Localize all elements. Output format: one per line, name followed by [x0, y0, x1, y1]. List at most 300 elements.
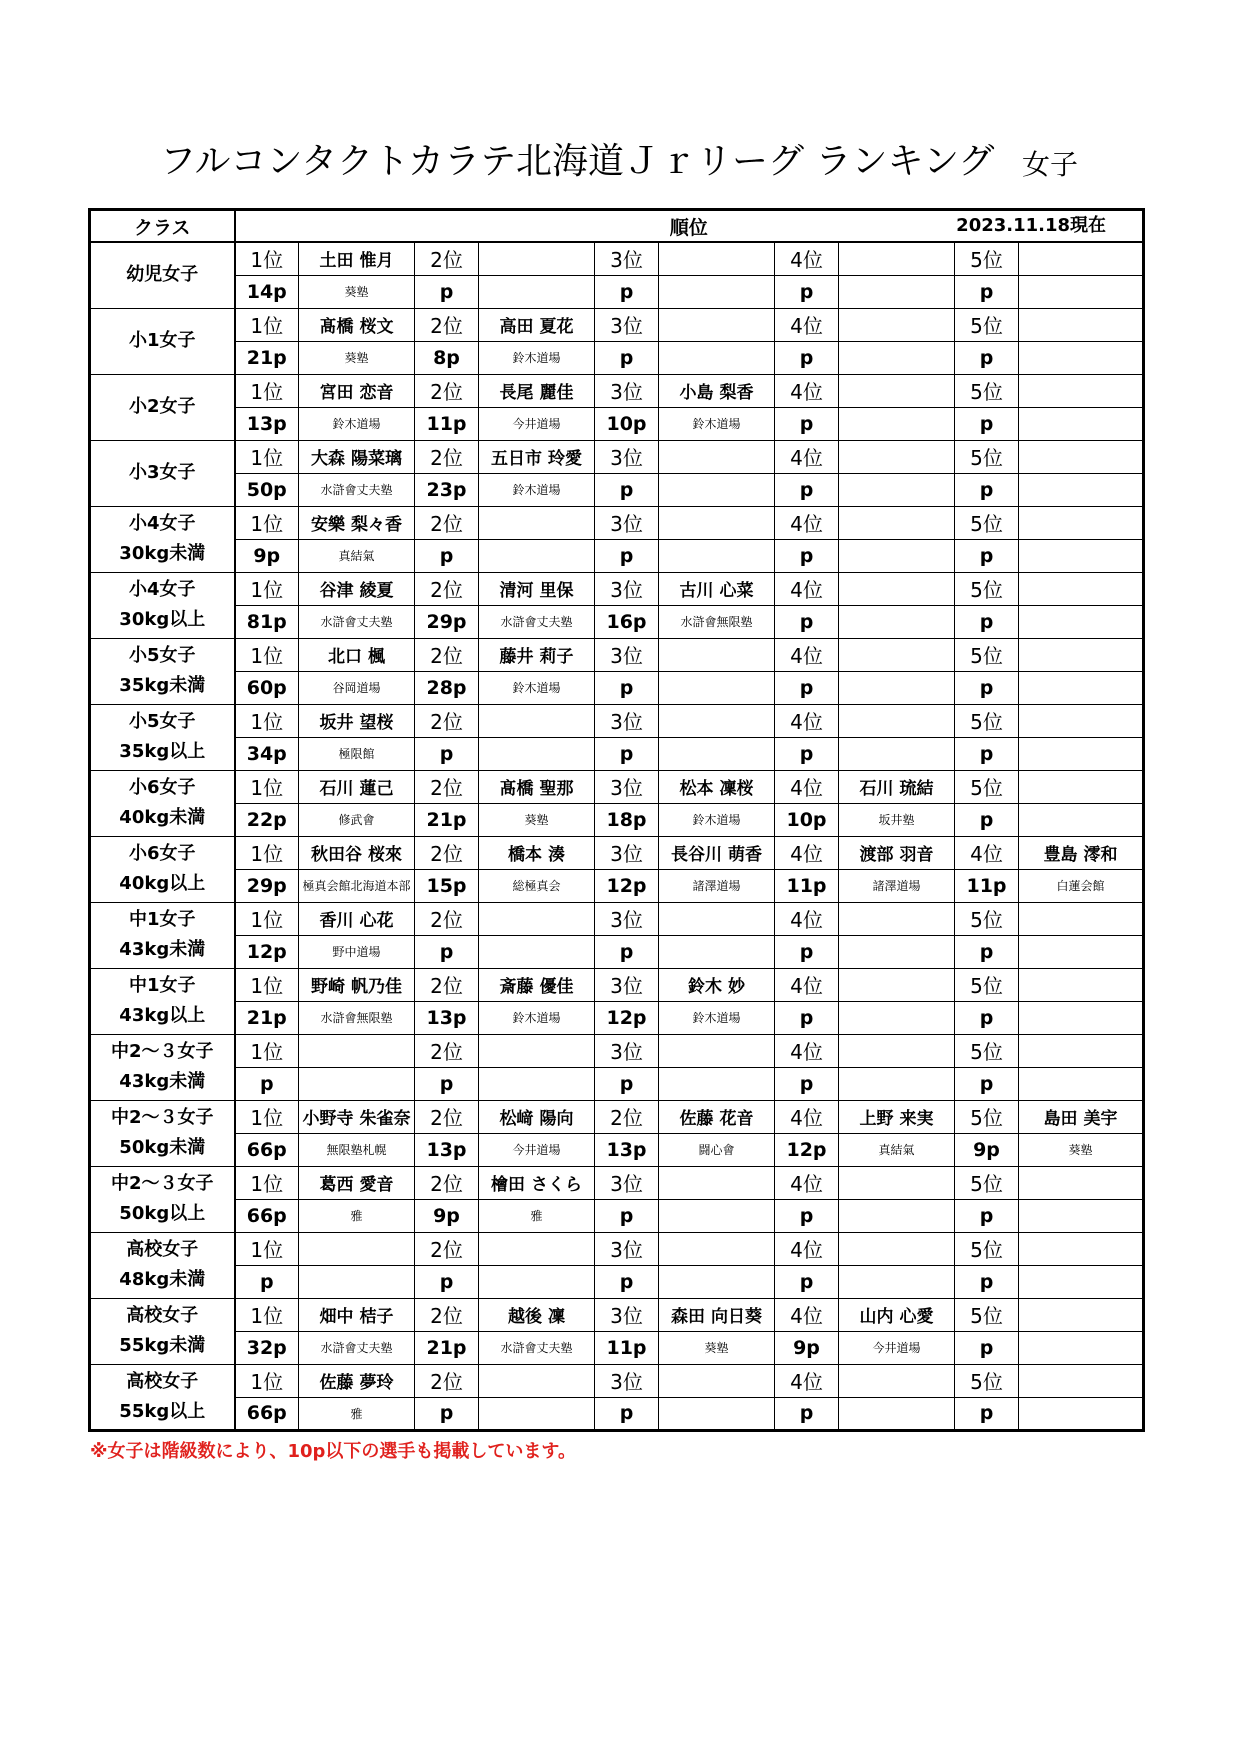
points-cell: 11p: [955, 869, 1019, 902]
class-name: 小5女子: [128, 645, 196, 666]
athlete-name: [479, 1034, 595, 1067]
athlete-name: [839, 704, 955, 737]
points-cell: 66p: [235, 1397, 299, 1430]
dojo-name: [299, 1265, 415, 1298]
dojo-name: 真結氣: [299, 539, 415, 572]
athlete-name: [839, 308, 955, 341]
points-cell: p: [955, 605, 1019, 638]
dojo-name: 諸澤道場: [659, 869, 775, 902]
table-row: [90, 407, 1144, 440]
dojo-name: [839, 407, 955, 440]
points-cell: 81p: [235, 605, 299, 638]
athlete-name: 松﨑 陽向: [479, 1100, 595, 1133]
dojo-name: 水滸會無限塾: [659, 605, 775, 638]
athlete-name: 秋田谷 桜來: [299, 836, 415, 869]
rank-cell: 2位: [415, 1100, 479, 1133]
dojo-name: 修武會: [299, 803, 415, 836]
dojo-name: 今井道場: [839, 1331, 955, 1364]
class-name: 小5女子: [128, 711, 196, 732]
rank-cell: 2位: [415, 1364, 479, 1397]
athlete-name: 藤井 莉子: [479, 638, 595, 671]
rank-cell: 2位: [415, 638, 479, 671]
points-cell: 11p: [415, 407, 479, 440]
dojo-name: 雅: [299, 1199, 415, 1232]
dojo-name: 野中道場: [299, 935, 415, 968]
weight-class: 55kg以上: [119, 1400, 206, 1422]
dojo-name: [659, 341, 775, 374]
points-cell: 14p: [235, 275, 299, 308]
dojo-name: [1019, 473, 1144, 506]
rank-cell: 2位: [415, 1232, 479, 1265]
rank-cell: 4位: [775, 242, 839, 275]
page-header: [0, 137, 1241, 187]
table-row: [90, 638, 1144, 671]
athlete-name: [659, 704, 775, 737]
athlete-name: 小島 梨香: [659, 374, 775, 407]
rank-cell: 4位: [775, 506, 839, 539]
class-cell: [90, 836, 235, 902]
points-cell: p: [955, 671, 1019, 704]
weight-class: 50kg未満: [119, 1137, 206, 1158]
rank-header: [235, 210, 1144, 243]
athlete-name: 越後 凜: [479, 1298, 595, 1331]
rank-cell: 5位: [955, 638, 1019, 671]
dojo-name: 極真会館北海道本部: [299, 869, 415, 902]
footnote: ※女子は階級数により、10p以下の選手も掲載しています。: [90, 1441, 576, 1462]
athlete-name: 上野 来実: [839, 1100, 955, 1133]
dojo-name: [1019, 275, 1144, 308]
points-cell: 18p: [595, 803, 659, 836]
athlete-name: [839, 1364, 955, 1397]
athlete-name: 大森 陽菜璃: [299, 440, 415, 473]
weight-class: 35kg以上: [119, 741, 206, 762]
class-cell: [90, 1166, 235, 1232]
athlete-name: 檜田 さくら: [479, 1166, 595, 1199]
dojo-name: 鈴木道場: [479, 341, 595, 374]
table-row: [90, 1166, 1144, 1199]
athlete-name: [659, 1232, 775, 1265]
athlete-name: 小野寺 朱雀奈: [299, 1100, 415, 1133]
dojo-name: 闘心會: [659, 1133, 775, 1166]
rank-cell: 2位: [415, 242, 479, 275]
points-cell: 12p: [235, 935, 299, 968]
rank-cell: 4位: [775, 704, 839, 737]
athlete-name: [839, 968, 955, 1001]
rank-cell: 1位: [235, 638, 299, 671]
class-name: 中1女子: [128, 909, 196, 930]
points-cell: p: [415, 1265, 479, 1298]
points-cell: 15p: [415, 869, 479, 902]
rank-cell: 4位: [775, 638, 839, 671]
dojo-name: 坂井塾: [839, 803, 955, 836]
rank-cell: 3位: [595, 704, 659, 737]
rank-cell: 1位: [235, 506, 299, 539]
points-cell: 9p: [775, 1331, 839, 1364]
athlete-name: 松本 凜桜: [659, 770, 775, 803]
table-row: [90, 737, 1144, 770]
dojo-name: [839, 1199, 955, 1232]
weight-class: 50kg以上: [119, 1203, 206, 1224]
athlete-name: 五日市 玲愛: [479, 440, 595, 473]
dojo-name: 鈴木道場: [479, 473, 595, 506]
points-cell: 10p: [595, 407, 659, 440]
athlete-name: [1019, 704, 1144, 737]
table-row: [90, 539, 1144, 572]
rank-cell: 3位: [595, 1298, 659, 1331]
rank-cell: 1位: [235, 1034, 299, 1067]
weight-class: 35kg未満: [119, 675, 206, 696]
rank-cell: 3位: [595, 836, 659, 869]
points-cell: 13p: [415, 1001, 479, 1034]
points-cell: 13p: [235, 407, 299, 440]
rank-cell: 1位: [235, 704, 299, 737]
athlete-name: 谷津 綾夏: [299, 572, 415, 605]
dojo-name: [839, 1397, 955, 1430]
table-row: [90, 671, 1144, 704]
points-cell: p: [775, 473, 839, 506]
rank-cell: 2位: [595, 1100, 659, 1133]
points-cell: p: [955, 935, 1019, 968]
points-cell: p: [955, 1397, 1019, 1430]
rank-cell: 3位: [595, 440, 659, 473]
dojo-name: [839, 1001, 955, 1034]
points-cell: p: [775, 539, 839, 572]
athlete-name: [1019, 1034, 1144, 1067]
points-cell: 12p: [595, 869, 659, 902]
athlete-name: [479, 704, 595, 737]
athlete-name: [839, 374, 955, 407]
dojo-name: 水滸會丈夫塾: [479, 1331, 595, 1364]
points-cell: p: [775, 407, 839, 440]
points-cell: 66p: [235, 1133, 299, 1166]
athlete-name: [479, 506, 595, 539]
dojo-name: 鈴木道場: [659, 407, 775, 440]
class-name: 高校女子: [126, 1370, 199, 1392]
athlete-name: 髙橋 桜文: [299, 308, 415, 341]
table-row: [90, 341, 1144, 374]
class-name: 小6女子: [128, 843, 196, 864]
table-row: [90, 308, 1144, 341]
points-cell: 32p: [235, 1331, 299, 1364]
athlete-name: [659, 1034, 775, 1067]
points-cell: p: [415, 539, 479, 572]
dojo-name: 鈴木道場: [479, 1001, 595, 1034]
athlete-name: 畑中 桔子: [299, 1298, 415, 1331]
points-cell: 9p: [955, 1133, 1019, 1166]
points-cell: p: [595, 1265, 659, 1298]
points-cell: p: [955, 1001, 1019, 1034]
rank-cell: 4位: [775, 1100, 839, 1133]
athlete-name: [479, 1364, 595, 1397]
dojo-name: 鈴木道場: [299, 407, 415, 440]
athlete-name: 山内 心愛: [839, 1298, 955, 1331]
rank-cell: 1位: [235, 1166, 299, 1199]
table-row: [90, 1364, 1144, 1397]
points-cell: p: [955, 407, 1019, 440]
table-header-row: [90, 210, 1144, 243]
table-row: [90, 803, 1144, 836]
athlete-name: [839, 902, 955, 935]
ranking-body: [90, 242, 1144, 1430]
dojo-name: [659, 1397, 775, 1430]
class-name: 高校女子: [126, 1239, 199, 1260]
rank-cell: 2位: [415, 1034, 479, 1067]
rank-cell: 3位: [595, 572, 659, 605]
table-row: [90, 902, 1144, 935]
dojo-name: [839, 1265, 955, 1298]
dojo-name: [1019, 671, 1144, 704]
points-cell: 29p: [235, 869, 299, 902]
dojo-name: [479, 539, 595, 572]
rank-cell: 5位: [955, 1364, 1019, 1397]
points-cell: p: [775, 1067, 839, 1100]
table-row: [90, 1034, 1144, 1067]
points-cell: p: [775, 737, 839, 770]
class-cell: [90, 440, 235, 506]
rank-cell: 2位: [415, 836, 479, 869]
dojo-name: 雅: [299, 1397, 415, 1430]
dojo-name: 諸澤道場: [839, 869, 955, 902]
rank-cell: 1位: [235, 440, 299, 473]
points-cell: 66p: [235, 1199, 299, 1232]
rank-header-label: 順位: [669, 216, 708, 239]
dojo-name: 極限館: [299, 737, 415, 770]
rank-cell: 1位: [235, 836, 299, 869]
weight-class: 30kg以上: [119, 609, 206, 630]
athlete-name: [839, 1166, 955, 1199]
dojo-name: 今井道場: [479, 1133, 595, 1166]
rank-cell: 1位: [235, 572, 299, 605]
dojo-name: 葵塾: [479, 803, 595, 836]
table-row: [90, 1298, 1144, 1331]
dojo-name: 雅: [479, 1199, 595, 1232]
athlete-name: 坂井 望桜: [299, 704, 415, 737]
athlete-name: [839, 1034, 955, 1067]
points-cell: p: [955, 1067, 1019, 1100]
points-cell: p: [595, 1397, 659, 1430]
dojo-name: 鈴木道場: [479, 671, 595, 704]
points-cell: 23p: [415, 473, 479, 506]
rank-cell: 2位: [415, 572, 479, 605]
rank-cell: 3位: [595, 1232, 659, 1265]
class-cell: [90, 374, 235, 440]
dojo-name: [1019, 605, 1144, 638]
rank-cell: 3位: [595, 770, 659, 803]
athlete-name: [1019, 242, 1144, 275]
class-cell: [90, 770, 235, 836]
points-cell: 13p: [595, 1133, 659, 1166]
class-name: 中1女子: [128, 975, 196, 996]
points-cell: p: [775, 275, 839, 308]
athlete-name: 島田 美宇: [1019, 1100, 1144, 1133]
dojo-name: [659, 1265, 775, 1298]
dojo-name: [659, 1199, 775, 1232]
table-row: [90, 1265, 1144, 1298]
rank-cell: 3位: [595, 1364, 659, 1397]
rank-cell: 1位: [235, 1364, 299, 1397]
athlete-name: [839, 1232, 955, 1265]
athlete-name: [839, 440, 955, 473]
dojo-name: [1019, 803, 1144, 836]
class-cell: [90, 1034, 235, 1100]
points-cell: p: [775, 671, 839, 704]
points-cell: p: [775, 1001, 839, 1034]
rank-cell: 5位: [955, 440, 1019, 473]
rank-cell: 4位: [775, 1364, 839, 1397]
rank-cell: 4位: [955, 836, 1019, 869]
athlete-name: 佐藤 夢玲: [299, 1364, 415, 1397]
rank-cell: 1位: [235, 1232, 299, 1265]
athlete-name: [1019, 1166, 1144, 1199]
athlete-name: [839, 638, 955, 671]
table-row: [90, 935, 1144, 968]
rank-cell: 3位: [595, 902, 659, 935]
table-row: [90, 1232, 1144, 1265]
as-of-date: 2023.11.18現在: [956, 215, 1107, 236]
dojo-name: [839, 341, 955, 374]
points-cell: 21p: [235, 1001, 299, 1034]
table-row: [90, 770, 1144, 803]
weight-class: 40kg以上: [119, 873, 206, 894]
class-name: 中2～３女子: [110, 1107, 214, 1128]
class-header: クラス: [90, 210, 235, 243]
rank-cell: 1位: [235, 242, 299, 275]
dojo-name: [1019, 1331, 1144, 1364]
points-cell: p: [415, 275, 479, 308]
class-cell: [90, 572, 235, 638]
points-cell: 21p: [415, 803, 479, 836]
athlete-name: 豊島 澪和: [1019, 836, 1144, 869]
table-row: [90, 968, 1144, 1001]
ranking-table: [88, 208, 1145, 1432]
rank-cell: 4位: [775, 440, 839, 473]
athlete-name: [1019, 1364, 1144, 1397]
dojo-name: [839, 275, 955, 308]
rank-cell: 1位: [235, 1298, 299, 1331]
athlete-name: 佐藤 花音: [659, 1100, 775, 1133]
athlete-name: [1019, 374, 1144, 407]
dojo-name: [299, 1067, 415, 1100]
page-subtitle: 女子: [1022, 148, 1079, 181]
class-cell: [90, 506, 235, 572]
athlete-name: 宮田 恋音: [299, 374, 415, 407]
athlete-name: 古川 心菜: [659, 572, 775, 605]
rank-cell: 2位: [415, 374, 479, 407]
rank-cell: 5位: [955, 308, 1019, 341]
dojo-name: [659, 275, 775, 308]
points-cell: p: [775, 1265, 839, 1298]
rank-cell: 1位: [235, 770, 299, 803]
class-cell: [90, 704, 235, 770]
points-cell: 12p: [775, 1133, 839, 1166]
points-cell: p: [235, 1067, 299, 1100]
rank-cell: 4位: [775, 1232, 839, 1265]
rank-cell: 5位: [955, 1232, 1019, 1265]
points-cell: p: [955, 1265, 1019, 1298]
athlete-name: [659, 308, 775, 341]
dojo-name: [839, 539, 955, 572]
table-row: [90, 572, 1144, 605]
points-cell: p: [775, 341, 839, 374]
dojo-name: [1019, 407, 1144, 440]
athlete-name: 渡部 羽音: [839, 836, 955, 869]
dojo-name: 無限塾札幌: [299, 1133, 415, 1166]
rank-cell: 5位: [955, 902, 1019, 935]
rank-cell: 4位: [775, 1298, 839, 1331]
rank-cell: 1位: [235, 902, 299, 935]
dojo-name: 葵塾: [299, 341, 415, 374]
rank-cell: 1位: [235, 374, 299, 407]
points-cell: p: [595, 671, 659, 704]
rank-cell: 5位: [955, 968, 1019, 1001]
athlete-name: [659, 1166, 775, 1199]
athlete-name: 長尾 麗佳: [479, 374, 595, 407]
dojo-name: [479, 1067, 595, 1100]
dojo-name: 水滸會丈夫塾: [299, 605, 415, 638]
dojo-name: [479, 737, 595, 770]
table-row: [90, 374, 1144, 407]
class-cell: [90, 968, 235, 1034]
dojo-name: [839, 1067, 955, 1100]
points-cell: p: [595, 473, 659, 506]
points-cell: 11p: [775, 869, 839, 902]
rank-cell: 5位: [955, 1034, 1019, 1067]
dojo-name: [1019, 539, 1144, 572]
points-cell: 28p: [415, 671, 479, 704]
rank-cell: 2位: [415, 770, 479, 803]
dojo-name: 水滸會丈夫塾: [299, 473, 415, 506]
athlete-name: 斎藤 優佳: [479, 968, 595, 1001]
table-row: [90, 1001, 1144, 1034]
dojo-name: 葵塾: [1019, 1133, 1144, 1166]
rank-cell: 3位: [595, 506, 659, 539]
points-cell: p: [955, 341, 1019, 374]
rank-cell: 4位: [775, 770, 839, 803]
weight-class: 43kg未満: [119, 1071, 206, 1092]
table-row: [90, 1199, 1144, 1232]
points-cell: p: [595, 935, 659, 968]
dojo-name: [659, 671, 775, 704]
points-cell: p: [775, 1397, 839, 1430]
athlete-name: [299, 1232, 415, 1265]
dojo-name: [1019, 341, 1144, 374]
athlete-name: [479, 902, 595, 935]
table-row: [90, 869, 1144, 902]
dojo-name: [839, 605, 955, 638]
athlete-name: 石川 琉結: [839, 770, 955, 803]
dojo-name: [839, 935, 955, 968]
points-cell: p: [955, 275, 1019, 308]
athlete-name: [299, 1034, 415, 1067]
rank-cell: 4位: [775, 1166, 839, 1199]
dojo-name: 谷岡道場: [299, 671, 415, 704]
athlete-name: [479, 242, 595, 275]
class-cell: [90, 638, 235, 704]
athlete-name: 鈴木 妙: [659, 968, 775, 1001]
table-row: [90, 1133, 1144, 1166]
athlete-name: [1019, 440, 1144, 473]
rank-cell: 1位: [235, 1100, 299, 1133]
dojo-name: [1019, 1199, 1144, 1232]
points-cell: p: [775, 1199, 839, 1232]
dojo-name: [479, 1397, 595, 1430]
dojo-name: 水滸會丈夫塾: [479, 605, 595, 638]
table-row: [90, 1100, 1144, 1133]
points-cell: 60p: [235, 671, 299, 704]
class-name: 小4女子: [128, 579, 196, 600]
rank-cell: 5位: [955, 374, 1019, 407]
rank-cell: 3位: [595, 638, 659, 671]
